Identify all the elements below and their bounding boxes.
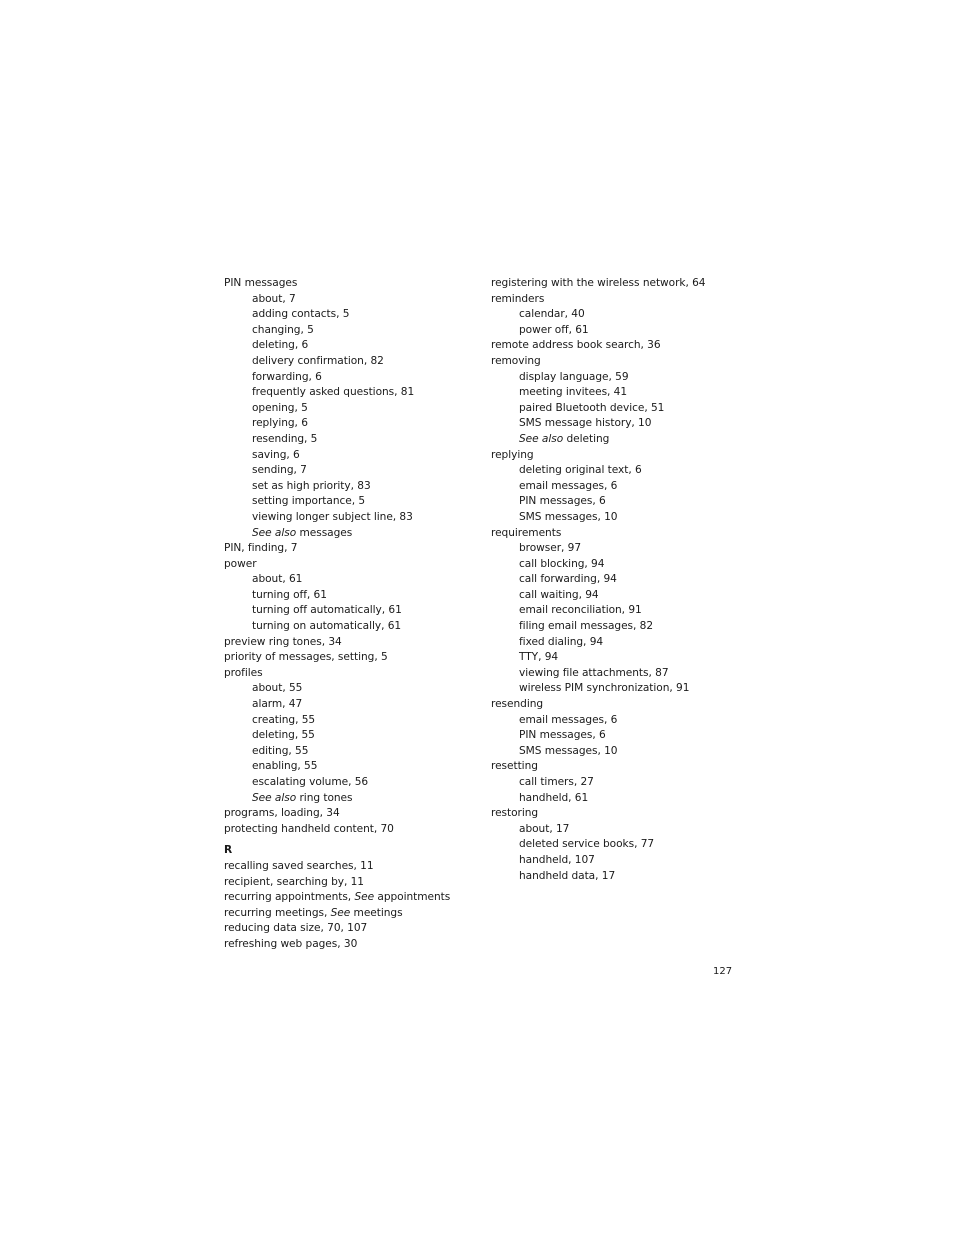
entry-text: appointments [374, 891, 451, 904]
index-entry: resetting [491, 760, 538, 773]
cross-reference-marker: See [330, 906, 351, 919]
index-column-left [224, 276, 474, 953]
index-subentry: setting importance, 5 [252, 495, 366, 508]
index-subentry: sending, 7 [252, 464, 307, 477]
index-subentry: deleting original text, 6 [519, 464, 642, 477]
index-subentry: call forwarding, 94 [519, 573, 617, 586]
index-entry: resending [491, 698, 544, 711]
index-subentry: opening, 5 [252, 401, 308, 414]
index-entry: PIN, finding, 7 [224, 542, 298, 555]
index-entry: remote address book search, 36 [491, 339, 661, 352]
entry-text: messages [296, 526, 353, 539]
cross-reference-marker: See [354, 891, 375, 904]
entry-text: recurring appointments, [224, 891, 355, 904]
index-subentry: PIN messages, 6 [519, 495, 606, 508]
index-subentry: fixed dialing, 94 [519, 635, 604, 648]
entry-text: deleting [563, 432, 610, 445]
index-subentry: call timers, 27 [519, 776, 594, 788]
page-number: 127 [713, 966, 733, 977]
index-entry: power [224, 557, 257, 570]
index-subentry: about, 7 [252, 292, 296, 305]
index-subentry [224, 791, 474, 807]
index-entry: recalling saved searches, 11 [224, 859, 374, 872]
index-entry: reducing data size, 70, 107 [224, 922, 368, 935]
index-subentry: creating, 55 [252, 713, 316, 726]
index-subentry: paired Bluetooth device, 51 [519, 401, 665, 414]
index-subentry: TTY, 94 [519, 651, 559, 664]
index-subentry: set as high priority, 83 [252, 479, 371, 492]
index-subentry: calendar, 40 [519, 308, 585, 321]
entry-text: ring tones [296, 791, 353, 804]
index-subentry: about, 55 [252, 682, 303, 695]
index-subentry: power off, 61 [519, 323, 589, 336]
index-subentry: saving, 6 [252, 448, 300, 461]
cross-reference-marker: See also [252, 791, 297, 804]
cross-reference-marker: See also [519, 432, 564, 445]
index-subentry: replying, 6 [252, 417, 308, 430]
index-column-right [491, 276, 751, 884]
index-subentry: call blocking, 94 [519, 557, 605, 570]
index-subentry: email reconciliation, 91 [519, 604, 642, 617]
index-subentry: handheld data, 17 [519, 869, 616, 882]
cross-reference-marker: See also [252, 526, 297, 539]
index-subentry: escalating volume, 56 [252, 776, 369, 788]
index-subentry: SMS messages, 10 [519, 510, 618, 523]
index-subentry: delivery confirmation, 82 [252, 354, 384, 367]
index-subentry: turning off, 61 [252, 588, 327, 601]
index-subentry: deleted service books, 77 [519, 838, 655, 851]
index-entry [224, 890, 474, 906]
index-subentry: alarm, 47 [252, 698, 303, 711]
index-subentry: viewing longer subject line, 83 [252, 510, 413, 523]
index-entry: profiles [224, 666, 263, 679]
index-letter-heading: R [224, 844, 233, 857]
index-subentry: wireless PIM synchronization, 91 [519, 682, 690, 695]
index-entry: PIN messages [224, 277, 298, 289]
index-subentry: adding contacts, 5 [252, 308, 350, 321]
index-subentry: turning off automatically, 61 [252, 604, 402, 617]
index-entry: preview ring tones, 34 [224, 635, 342, 648]
index-entry: protecting handheld content, 70 [224, 822, 394, 835]
index-entry: refreshing web pages, 30 [224, 937, 358, 950]
index-subentry: email messages, 6 [519, 479, 618, 492]
index-subentry: PIN messages, 6 [519, 729, 606, 742]
entry-text: meetings [350, 906, 403, 919]
index-entry: restoring [491, 807, 539, 820]
index-subentry: resending, 5 [252, 432, 318, 445]
index-subentry: deleting, 6 [252, 339, 309, 352]
index-subentry: turning on automatically, 61 [252, 620, 402, 633]
index-subentry: SMS messages, 10 [519, 744, 618, 757]
index-subentry: filing email messages, 82 [519, 620, 654, 633]
index-subentry: forwarding, 6 [252, 370, 322, 383]
index-subentry: about, 17 [519, 822, 570, 835]
index-subentry: meeting invitees, 41 [519, 386, 628, 399]
index-entry: reminders [491, 292, 545, 305]
index-subentry [491, 432, 751, 448]
index-entry: priority of messages, setting, 5 [224, 651, 388, 664]
index-subentry: about, 61 [252, 573, 303, 586]
index-subentry: handheld, 107 [519, 853, 595, 866]
index-entry: requirements [491, 526, 562, 539]
index-subentry: viewing file attachments, 87 [519, 666, 669, 679]
entry-text: recurring meetings, [224, 906, 331, 919]
index-entry: registering with the wireless network, 64 [491, 277, 706, 289]
index-entry: replying [491, 448, 534, 461]
index-subentry: enabling, 55 [252, 760, 318, 773]
index-entry: removing [491, 354, 541, 367]
index-subentry: SMS message history, 10 [519, 417, 652, 430]
index-subentry: deleting, 55 [252, 729, 315, 742]
index-subentry: call waiting, 94 [519, 588, 599, 601]
index-subentry: display language, 59 [519, 370, 629, 383]
index-subentry: email messages, 6 [519, 713, 618, 726]
index-subentry: frequently asked questions, 81 [252, 386, 415, 399]
index-subentry: browser, 97 [519, 542, 582, 555]
index-subentry [224, 526, 474, 542]
index-subentry: editing, 55 [252, 744, 309, 757]
index-entry: recipient, searching by, 11 [224, 875, 364, 888]
index-entry: programs, loading, 34 [224, 807, 340, 820]
index-subentry: changing, 5 [252, 323, 314, 336]
index-subentry: handheld, 61 [519, 791, 589, 804]
index-entry [224, 906, 474, 922]
